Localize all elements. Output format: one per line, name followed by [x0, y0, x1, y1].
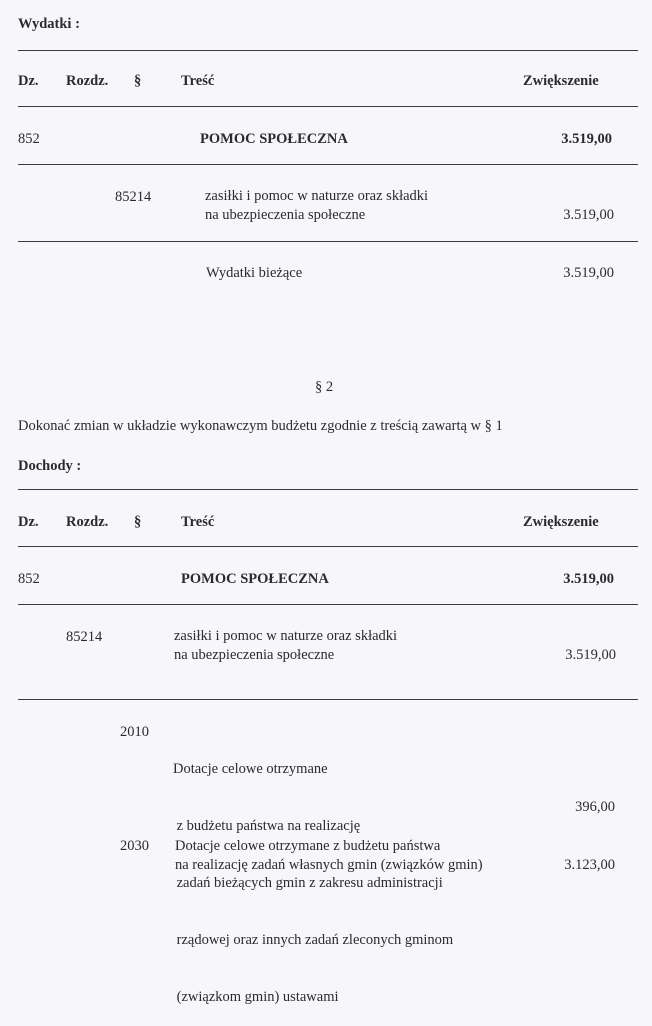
dzial-code: 852: [18, 131, 40, 147]
header-zwiekszenie: Zwiększenie: [523, 73, 599, 89]
rozdzial-amount: 3.519,00: [565, 647, 616, 663]
rozdzial-code: 85214: [66, 629, 103, 645]
header-dz: Dz.: [18, 73, 39, 89]
rozdzial-description-line: zasiłki i pomoc w naturze oraz składki: [174, 628, 398, 644]
paragraph-heading: § 2: [315, 379, 334, 395]
rozdzial-description-line: zasiłki i pomoc w naturze oraz składki: [205, 188, 429, 204]
paragraph-code: 2010: [120, 724, 149, 740]
divider: [18, 489, 638, 490]
header-tresc: Treść: [181, 73, 215, 89]
dzial-name: POMOC SPOŁECZNA: [181, 571, 329, 587]
paragraph-description-line: rządowej oraz innych zadań zleconych gminom: [173, 932, 454, 948]
header-paragraph: §: [134, 514, 142, 530]
dzial-amount: 3.519,00: [561, 131, 612, 147]
section-label-dochody: Dochody :: [18, 458, 82, 474]
wydatki-biezace-amount: 3.519,00: [563, 265, 614, 281]
header-dz: Dz.: [18, 514, 39, 530]
divider: [18, 546, 638, 547]
rozdzial-description: [205, 187, 428, 225]
paragraph-description-line: zadań bieżących gmin z zakresu administracji: [173, 875, 443, 891]
dzial-amount: 3.519,00: [563, 571, 614, 587]
paragraph-text: Dokonać zmian w układzie wykonawczym budżetu zgodnie z treścią zawartą w § 1: [18, 418, 503, 434]
paragraph-code: 2030: [120, 838, 149, 854]
divider: [18, 699, 638, 700]
rozdzial-code: 85214: [115, 189, 152, 205]
divider: [18, 50, 638, 51]
wydatki-biezace-label: Wydatki bieżące: [206, 265, 303, 281]
divider: [18, 241, 638, 242]
rozdzial-description-line: na ubezpieczenia społeczne: [174, 647, 335, 663]
rozdzial-amount: 3.519,00: [563, 207, 614, 223]
rozdzial-description: [174, 627, 397, 665]
paragraph-description: [175, 837, 483, 875]
header-zwiekszenie: Zwiększenie: [523, 514, 599, 530]
divider: [18, 106, 638, 107]
dzial-code: 852: [18, 571, 40, 587]
paragraph-amount: 3.123,00: [564, 857, 615, 873]
paragraph-description-line: Dotacje celowe otrzymane z budżetu państwa: [175, 838, 441, 854]
paragraph-amount: 396,00: [575, 799, 615, 815]
paragraph-description-line: Dotacje celowe otrzymane: [173, 761, 328, 777]
header-rozdz: Rozdz.: [66, 73, 109, 89]
paragraph-description-line: na realizację zadań własnych gmin (związków gmin): [175, 857, 483, 873]
rozdzial-description-line: na ubezpieczenia społeczne: [205, 207, 366, 223]
section-label-wydatki: Wydatki :: [18, 16, 80, 32]
divider: [18, 604, 638, 605]
divider: [18, 164, 638, 165]
paragraph-description-line: z budżetu państwa na realizację: [173, 818, 361, 834]
dzial-name: POMOC SPOŁECZNA: [200, 131, 348, 147]
paragraph-description-line: (związkom gmin) ustawami: [173, 989, 339, 1005]
header-paragraph: §: [134, 73, 142, 89]
header-tresc: Treść: [181, 514, 215, 530]
header-rozdz: Rozdz.: [66, 514, 109, 530]
